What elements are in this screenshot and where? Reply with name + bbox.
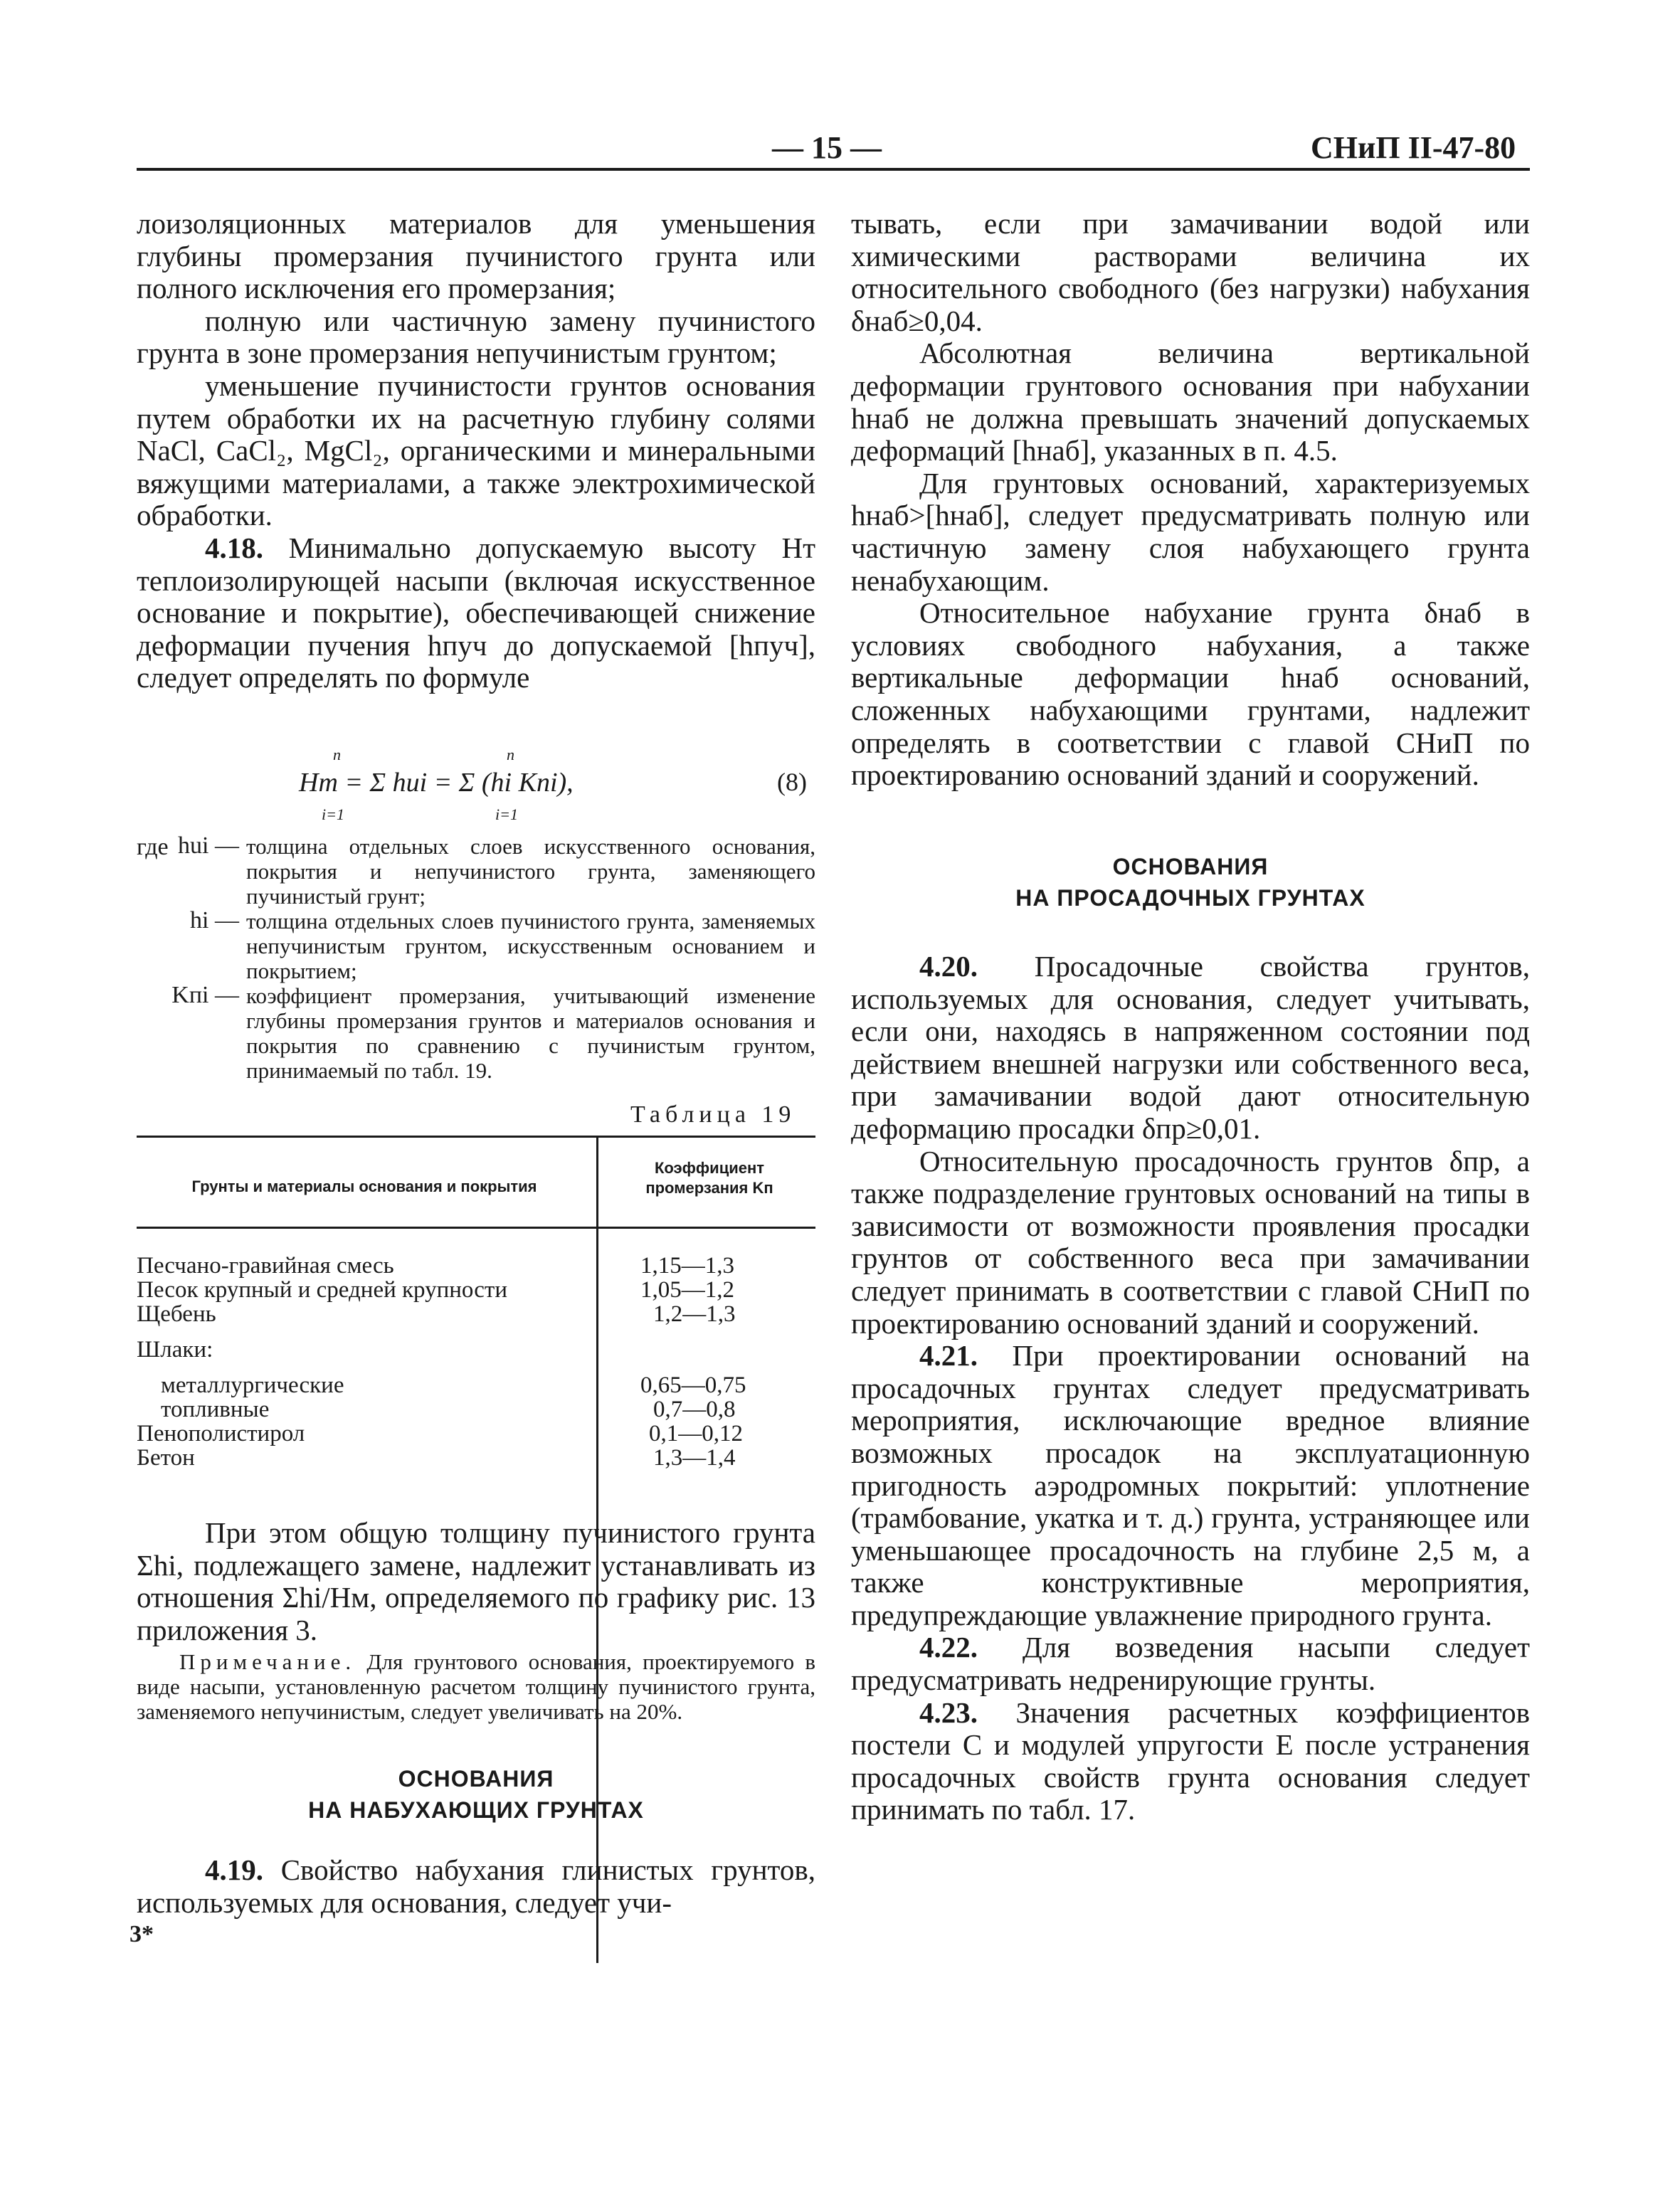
section-heading <box>851 851 1530 914</box>
table-row-value: 1,15—1,3 <box>640 1253 734 1279</box>
heading-line: НА НАБУХАЮЩИХ ГРУНТАХ <box>308 1797 644 1823</box>
table-row-value: 1,2—1,3 <box>653 1301 736 1327</box>
heading-line: НА ПРОСАДОЧНЫХ ГРУНТАХ <box>1015 885 1365 911</box>
def-term: hui — <box>178 832 239 859</box>
paragraph: уменьшение пучинистости грунтов основания путем обработки их на расчетную глубину солями NaCl, CaCl₂, MgCl₂, органическими и минеральными вяжущими материалами, а также электрохимической обработки. <box>137 369 815 532</box>
table-row-name: Бетон <box>137 1445 195 1471</box>
clause-number: 4.18. <box>205 531 263 564</box>
table-row-name: Щебень <box>137 1301 216 1327</box>
table-row-name: топливные <box>161 1397 270 1422</box>
right-column-lower <box>851 951 1530 1826</box>
table-header-col1: Грунты и материалы основания и покрытия <box>191 1178 537 1195</box>
paragraph: При этом общую толщину пучинистого грунта Σhi, подлежащего замене, надлежит устанавливать из отношения Σhi/Hм, определяемого по графику рис. 13 приложения 3. <box>137 1516 815 1646</box>
sum-upper-limit: n <box>507 746 514 763</box>
def-text: толщина отдельных слоев искусственного основания, покрытия и непучинистого грунта, заменяющего пучинистый грунт; <box>246 834 815 909</box>
left-column-text <box>137 208 815 694</box>
clause-number: 4.23. <box>919 1695 978 1729</box>
heading-line: ОСНОВАНИЯ <box>398 1766 554 1792</box>
table-row-name: Песчано-гравийная смесь <box>137 1253 394 1279</box>
paragraph: Относительное набухание грунта δнаб в условиях свободного набухания, а также вертикальные деформации hнаб оснований, сложенных набухающими грунтами, надлежит определять в соответствии с главой СНиП по проектированию оснований зданий и сооружений. <box>851 596 1530 792</box>
sum-lower-limit: i=1 <box>322 805 344 823</box>
def-text: коэффициент промерзания, учитывающий изменение глубины промерзания грунтов и материалов основания и покрытия по сравнению с пучинистым грунтом, принимаемый по табл. 19. <box>246 983 815 1083</box>
clause-text: Минимально допускаемую высоту Hт теплоизолирующей насыпи (включая искусственное основание и покрытие), обеспечивающей снижение деформации пучения hпуч до допускаемой [hпуч], следует определять по формуле <box>137 531 816 694</box>
signature-mark: 3* <box>130 1921 154 1947</box>
table-row-value: 0,7—0,8 <box>653 1397 736 1422</box>
paragraph: Абсолютная величина вертикальной деформации грунтового основания при набухании hнаб не должна превышать значений допускаемых деформаций [hнаб], указанных в п. 4.5. <box>851 337 1530 467</box>
table-row-name: Пенополистирол <box>137 1421 305 1446</box>
paragraph: полную или частичную замену пучинистого грунта в зоне промерзания непучинистым грунтом; <box>137 304 815 370</box>
table-title: Таблица 19 <box>630 1101 796 1128</box>
table-header-rule <box>137 1227 815 1229</box>
table-row-value: 1,05—1,2 <box>640 1277 734 1303</box>
clause-text: При проектировании оснований на просадочных грунтах следует предусматривать мероприятия, исключающие вредное влияние возможных просадок на эксплуатационную пригодность аэродромных покрытий: уплотнение (трамбование, укатка и т. д.) грунта, устраняющее или уменьшающее просадочность на глубине 2,5 м, а также конструктивные мероприятия, предупреждающие увлажнение природного грунта. <box>851 1339 1530 1631</box>
clause-number: 4.22. <box>919 1631 978 1664</box>
table-row-value: 0,1—0,12 <box>649 1421 743 1446</box>
page-number: — 15 — <box>772 130 882 165</box>
clause-text: Значения расчетных коэффициентов постели C и модулей упругости E после устранения просадочных свойств грунта основания следует принимать по табл. 17. <box>851 1695 1530 1826</box>
table-row-value: 0,65—0,75 <box>640 1372 746 1398</box>
clause-4-19 <box>137 1854 815 1919</box>
clause-number: 4.21. <box>919 1339 978 1372</box>
where-label: где <box>137 834 169 860</box>
def-term: Kпi — <box>171 982 239 1008</box>
paragraph: Относительную просадочность грунтов δпр, а также подразделение грунтовых оснований на типы в зависимости от возможности проявления просадки грунтов от собственного веса при замачивании следует принимать в соответствии с главой СНиП по проектированию оснований зданий и сооружений. <box>851 1144 1530 1340</box>
note-text: Для грунтового основания, проектируемого в виде насыпи, установленную расчетом толщину пучинистого грунта, заменяемого непучинистым, следует увеличивать на 20%. <box>137 1649 816 1724</box>
table-row-name: Песок крупный и средней крупности <box>137 1277 507 1303</box>
clause-4-18 <box>137 532 815 694</box>
def-term: hi — <box>190 907 239 933</box>
table-row-name: Шлаки: <box>137 1337 213 1363</box>
def-text: толщина отдельных слоев пучинистого грунта, заменяемых непучинистым грунтом, искусственным основанием и покрытием; <box>246 909 815 983</box>
formula-8: Hт = Σ hui = Σ (hi Kпi), <box>299 768 574 798</box>
table-row-name: металлургические <box>161 1372 344 1398</box>
header-rule <box>137 168 1530 171</box>
clause-text: Для возведения насыпи следует предусматривать недренирующие грунты. <box>851 1631 1531 1697</box>
heading-line: ОСНОВАНИЯ <box>1112 854 1269 879</box>
paragraph: лоизоляционных материалов для уменьшения глубины промерзания пучинистого грунта или полного исключения его промерзания; <box>137 207 815 305</box>
document-code: СНиП II-47-80 <box>1311 130 1516 165</box>
table-row-value: 1,3—1,4 <box>653 1445 736 1471</box>
left-after-table <box>137 1517 815 1646</box>
clause-text: Просадочные свойства грунтов, используемых для основания, следует учитывать, если они, находясь в напряженном состоянии под действием внешней нагрузки или собственного веса, при замачивании водой дают относительную деформацию просадки δпр≥0,01. <box>851 950 1531 1145</box>
note-label: Примечание. <box>179 1649 356 1674</box>
paragraph: Для грунтовых оснований, характеризуемых hнаб>[hнаб], следует предусматривать полную или частичную замену слоя набухающего грунта ненабухающим. <box>851 466 1530 597</box>
formula-number: (8) <box>777 768 807 796</box>
sum-upper-limit: n <box>333 746 341 763</box>
section-heading <box>137 1763 815 1826</box>
right-column-text <box>851 208 1530 792</box>
note <box>137 1649 815 1724</box>
table-header-col2: Коэффициент промерзания Kп <box>645 1159 773 1197</box>
paragraph: тывать, если при замачивании водой или химическими растворами величина их относительного свободного (без нагрузки) набухания δнаб≥0,04. <box>851 207 1530 337</box>
table-top-rule <box>137 1136 815 1138</box>
clause-number: 4.19. <box>205 1853 263 1886</box>
clause-number: 4.20. <box>919 950 978 983</box>
clause-text: Свойство набухания глинистых грунтов, используемых для основания, следует учи- <box>137 1853 816 1919</box>
sum-lower-limit: i=1 <box>495 805 518 823</box>
